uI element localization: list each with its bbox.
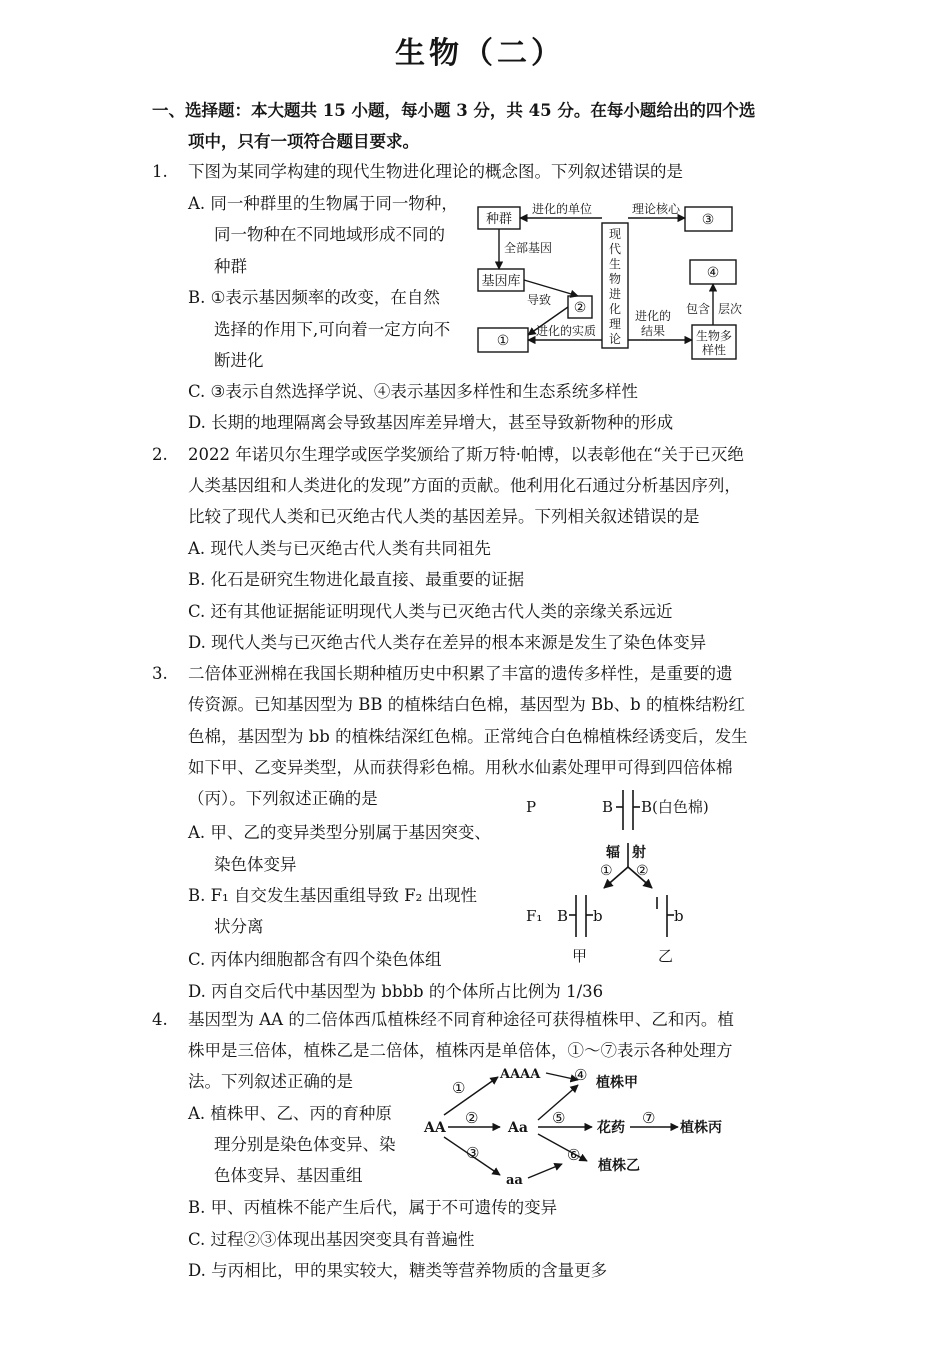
label-quanbu-jiyin: 全部基因 [504, 241, 553, 255]
label-circle-2: ② [636, 863, 649, 879]
label-p: P [526, 798, 537, 816]
label-jia: 甲 [572, 947, 588, 965]
question-number: 3. [152, 664, 168, 683]
node-xiandai-jinhua-lilun [609, 227, 621, 346]
process-5: ⑤ [552, 1109, 566, 1127]
question-stem-line2: 传资源。已知基因型为 BB 的植株结白色棉，基因型为 Bb、b 的植株结粉红 [188, 695, 745, 714]
node-duoyang-1: 生物多 [695, 329, 733, 343]
question-number: 4. [152, 1010, 168, 1029]
label-baohan: 包含 [686, 302, 711, 316]
option-a-line1: A. 甲、乙的变异类型分别属于基因突变、 [188, 823, 491, 842]
option-c: C. ③表示自然选择学说、④表示基因多样性和生态系统多样性 [188, 382, 638, 401]
node-AA: AA [424, 1120, 446, 1136]
label-she: 射 [632, 845, 646, 861]
option-b-line1: B. ①表示基因频率的改变，在自然 [188, 288, 440, 307]
node-huayao: 花药 [597, 1120, 625, 1136]
page-title: 生物（二） [395, 36, 565, 71]
allele-left-b: B [602, 798, 614, 816]
node-Aa: Aa [508, 1120, 528, 1136]
svg-text:化: 化 [608, 302, 622, 316]
question-stem-line1: 基因型为 AA 的二倍体西瓜植株经不同育种途径可获得植株甲、乙和丙。植 [188, 1010, 734, 1029]
node-plant-jia: 植株甲 [596, 1075, 638, 1091]
process-4: ④ [574, 1066, 588, 1084]
node-plant-bing: 植株丙 [680, 1120, 722, 1136]
option-b: B. 化石是研究生物进化最直接、最重要的证据 [188, 570, 525, 589]
question-stem-line3: 色棉，基因型为 bb 的植株结深红色棉。正常纯合白色棉植株经诱变后，发生 [188, 727, 748, 746]
label-jinhua-jieguo-2: 结果 [640, 324, 666, 338]
question-stem: 下图为某同学构建的现代生物进化理论的概念图。下列叙述错误的是 [188, 162, 683, 181]
node-jiyinku: 基因库 [481, 274, 521, 289]
svg-text:现: 现 [608, 227, 622, 241]
option-d: D. 丙自交后代中基因型为 bbbb 的个体所占比例为 1/36 [188, 982, 604, 1001]
label-f1: F₁ [526, 907, 543, 925]
process-6: ⑥ [567, 1146, 581, 1164]
label-jinhua-shizhi: 进化的实质 [535, 324, 597, 338]
question-number: 1. [152, 162, 168, 181]
question-stem-line2: 株甲是三倍体，植株乙是二倍体，植株丙是单倍体，①～⑦表示各种处理方 [188, 1041, 733, 1060]
node-aa: aa [506, 1173, 523, 1188]
question-stem-line1: 二倍体亚洲棉在我国长期种植历史中积累了丰富的遗传多样性，是重要的遗 [188, 664, 733, 683]
node-AAAA: AAAA [500, 1067, 541, 1082]
label-lilun-hexin: 理论核心 [631, 202, 681, 216]
question-stem-line1: 2022 年诺贝尔生理学或医学奖颁给了斯万特·帕博，以表彰他在“关于已灭绝 [188, 445, 744, 464]
option-c: C. 过程②③体现出基因突变具有普遍性 [188, 1230, 475, 1249]
option-c: C. 还有其他证据能证明现代人类与已灭绝古代人类的亲缘关系远近 [188, 602, 673, 621]
question-stem-line2: 人类基因组和人类进化的发现”方面的贡献。他利用化石通过分析基因序列， [188, 476, 741, 495]
option-d: D. 现代人类与已灭绝古代人类存在差异的根本来源是发生了染色体变异 [188, 633, 707, 652]
allele-jia-b-small: b [593, 907, 603, 925]
svg-text:论: 论 [608, 332, 622, 346]
label-daozhi: 导致 [527, 293, 552, 307]
option-b-line2: 选择的作用下,可向着一定方向不 [214, 320, 451, 339]
option-b-line2: 状分离 [214, 917, 264, 936]
label-fu: 辐 [606, 845, 620, 861]
node-4: ④ [706, 265, 720, 281]
allele-yi-b-small: b [674, 907, 684, 925]
option-d: D. 长期的地理隔离会导致基因库差异增大，甚至导致新物种的形成 [188, 413, 674, 432]
option-a-line3: 种群 [214, 257, 247, 276]
option-a-line2: 同一物种在不同地域形成不同的 [214, 225, 445, 244]
svg-text:物: 物 [608, 272, 622, 286]
question-stem-line4: 如下甲、乙变异类型，从而获得彩色棉。用秋水仙素处理甲可得到四倍体棉 [188, 758, 733, 777]
node-plant-yi: 植株乙 [598, 1158, 640, 1174]
allele-right-white: B(白色棉) [641, 798, 709, 816]
process-7: ⑦ [642, 1109, 656, 1127]
node-1: ① [496, 333, 510, 349]
option-b-line3: 断进化 [214, 351, 264, 370]
node-2: ② [573, 300, 587, 316]
question-stem-line3: 法。下列叙述正确的是 [188, 1072, 353, 1091]
allele-jia-b-big: B [557, 907, 569, 925]
question-stem-line3: 比较了现代人类和已灭绝古代人类的基因差异。下列相关叙述错误的是 [188, 507, 700, 526]
label-yi: 乙 [658, 947, 674, 965]
svg-text:进: 进 [608, 287, 622, 301]
process-1: ① [452, 1079, 466, 1097]
option-a-line1: A. 同一种群里的生物属于同一物种， [188, 194, 458, 213]
option-a-line3: 色体变异、基因重组 [214, 1166, 363, 1185]
label-jinhua-jieguo-1: 进化的 [634, 309, 672, 323]
option-d: D. 与丙相比，甲的果实较大，糖类等营养物质的含量更多 [188, 1261, 608, 1280]
breeding-pathway-diagram [420, 1060, 740, 1190]
svg-text:理: 理 [608, 317, 622, 331]
chromosome-variation-diagram [520, 785, 745, 970]
option-a-line1: A. 植株甲、乙、丙的育种原 [188, 1104, 392, 1123]
section-heading-line1: 一、选择题：本大题共 15 小题，每小题 3 分，共 45 分。在每小题给出的四个选 [152, 101, 756, 120]
option-a-line2: 染色体变异 [214, 855, 297, 874]
node-duoyang-2: 样性 [701, 343, 727, 357]
node-zhongqun: 种群 [485, 212, 513, 227]
label-circle-1: ① [600, 863, 613, 879]
svg-text:代: 代 [608, 242, 622, 256]
process-2: ② [465, 1109, 479, 1127]
question-number: 2. [152, 445, 168, 464]
section-heading-line2: 项中，只有一项符合题目要求。 [188, 132, 419, 151]
option-a: A. 现代人类与已灭绝古代人类有共同祖先 [188, 539, 491, 558]
evolution-concept-diagram [470, 195, 755, 367]
option-a-line2: 理分别是染色体变异、染 [214, 1135, 396, 1154]
label-jinhua-danwei: 进化的单位 [531, 202, 593, 216]
question-stem-line5: （丙）。下列叙述正确的是 [188, 789, 378, 808]
option-b-line1: B. F₁ 自交发生基因重组导致 F₂ 出现性 [188, 886, 477, 905]
option-b: B. 甲、丙植株不能产生后代，属于不可遗传的变异 [188, 1198, 558, 1217]
node-3: ③ [701, 212, 715, 228]
option-c: C. 丙体内细胞都含有四个染色体组 [188, 950, 442, 969]
process-3: ③ [466, 1144, 480, 1162]
label-cengci: 层次 [718, 302, 743, 316]
svg-text:生: 生 [608, 257, 622, 271]
